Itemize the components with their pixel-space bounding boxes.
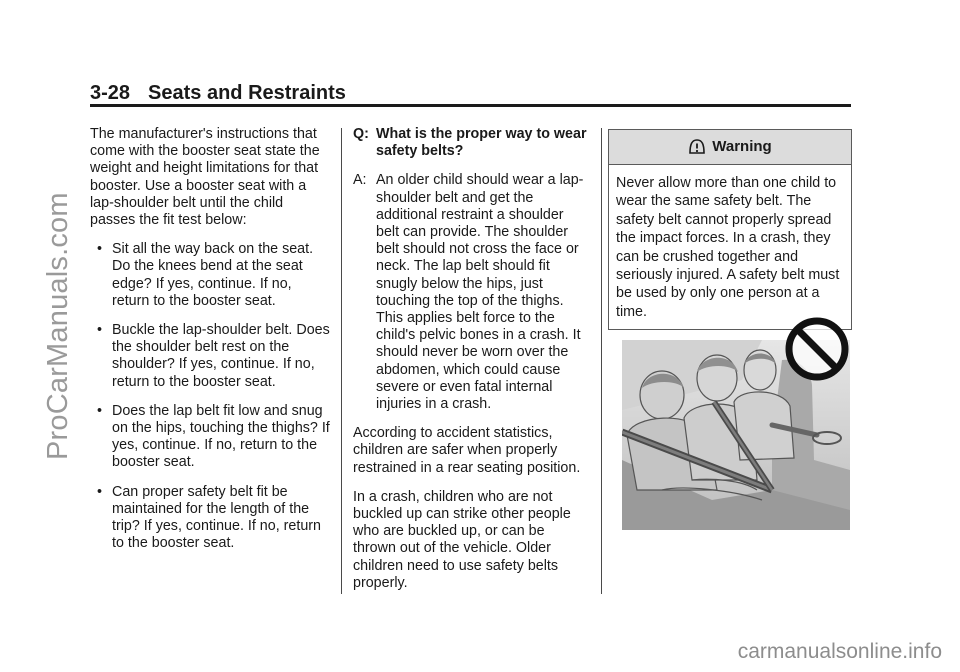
bullet-icon: • <box>97 483 103 500</box>
page-header <box>90 82 346 105</box>
column-divider <box>341 128 342 594</box>
bullet-icon: • <box>97 241 103 258</box>
page-number: 3-28 <box>90 82 131 104</box>
answer-label: A: <box>353 172 367 189</box>
watermark: ProCarManuals.com <box>42 192 74 460</box>
footer-watermark: carmanualsonline.info <box>737 640 942 663</box>
intro-paragraph: The manufacturer's instructions that come with the booster seat state the weight and height limitations for that booster. Use a booster seat with a lap-shoulder belt until the child passes the fit test below: <box>90 126 320 229</box>
column-right <box>607 126 852 330</box>
illustration-shared-belt <box>622 340 850 530</box>
warning-title: Warning <box>712 138 772 156</box>
section-title: Seats and Restraints <box>148 82 346 104</box>
statistics-paragraph: According to accident statistics, children are safer when properly restrained in a rear seating position. <box>353 425 581 476</box>
warning-icon <box>688 138 706 156</box>
crash-paragraph: In a crash, children who are not buckled up can strike other people who are buckled up, or can be thrown out of the vehicle. Older children need to use safety belts properly. <box>353 488 571 591</box>
column-middle <box>353 126 588 604</box>
list-item <box>90 403 330 472</box>
prohibition-icon <box>784 316 850 382</box>
question-label: Q: <box>353 126 369 142</box>
list-item-text: Buckle the lap-shoulder belt. Does the shoulder belt rest on the shoulder? If yes, continue. If no, return to the booster seat. <box>112 322 330 390</box>
column-left <box>90 126 330 564</box>
header-rule <box>90 104 851 107</box>
list-item <box>90 241 330 310</box>
question <box>353 126 588 160</box>
bullet-icon: • <box>97 322 103 339</box>
question-text: What is the proper way to wear safety belts? <box>376 126 587 160</box>
list-item-text: Can proper safety belt fit be maintained for the length of the trip? If yes, continue. If no, return to the booster seat. <box>112 483 322 552</box>
answer-text: An older child should wear a lap-shoulder belt and get the additional restraint a shoulder belt can provide. The shoulder belt should not cross the face or neck. The lap belt should fit snugly below the hips, just touching the top of the thighs. This applies belt force to the child's pelvic bones in a crash. It should never be worn over the abdomen, which could cause severe or even fatal internal injuries in a crash. <box>376 172 584 413</box>
column-divider <box>601 128 602 594</box>
answer <box>353 172 588 413</box>
list-item <box>90 484 330 553</box>
bullet-icon: • <box>97 402 103 419</box>
list-item-text: Sit all the way back on the seat. Do the knees bend at the seat edge? If yes, continue. If no, return to the booster seat. <box>112 241 314 309</box>
warning-header <box>609 130 851 165</box>
fit-test-list <box>90 241 330 552</box>
warning-text: Never allow more than one child to wear the same safety belt. The safety belt cannot properly spread the impact forces. In a crash, they can be crushed together and seriously injured. A safety belt must be used by only one person at a time. <box>616 175 840 320</box>
list-item-text: Does the lap belt fit low and snug on the hips, touching the thighs? If yes, continue. If no, return to the booster seat. <box>112 402 330 471</box>
warning-box <box>608 129 852 330</box>
list-item <box>90 322 330 391</box>
